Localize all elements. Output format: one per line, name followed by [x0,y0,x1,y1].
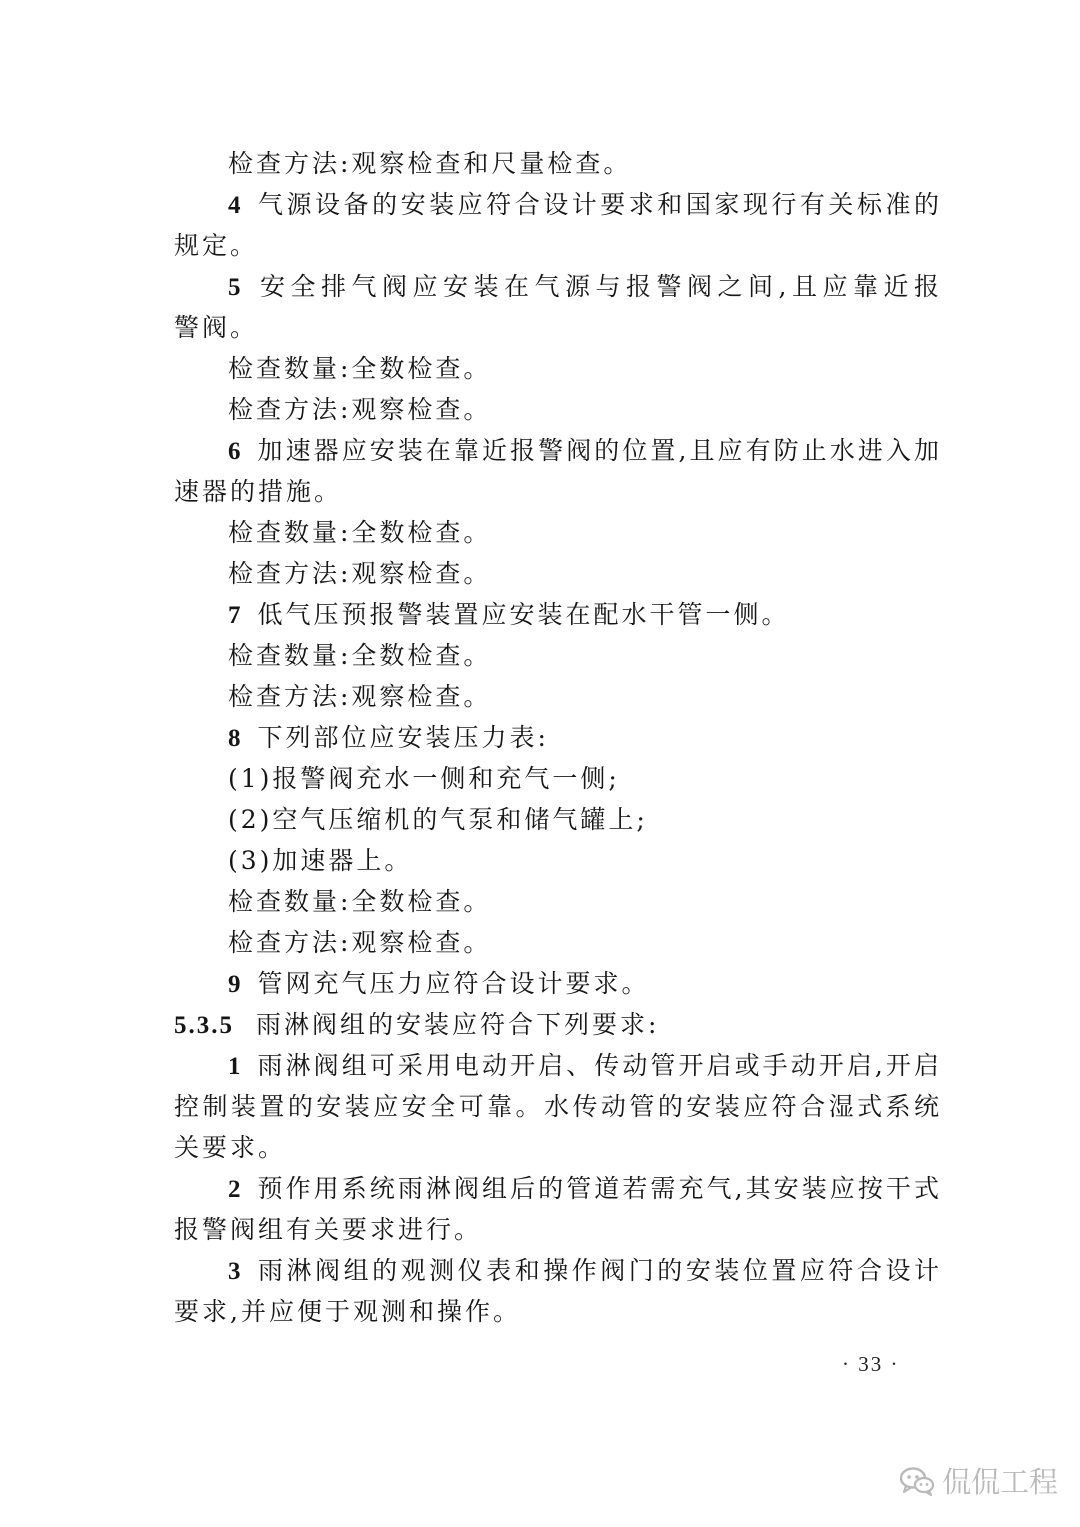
item-text: 下列部位应安装压力表: [257,723,549,752]
list-item [174,266,942,307]
text-line-continuation: 速器的措施。 [174,477,343,506]
item-number: 5 [228,274,244,301]
watermark-text: 侃侃工程 [942,1465,1059,1499]
body-text [174,143,942,1332]
text-line: (2)空气压缩机的气泵和储气罐上; [228,805,648,834]
text-line: 检查数量:全数检查。 [228,641,492,670]
clause-heading [174,1004,942,1045]
text-line: 检查数量:全数检查。 [228,887,492,916]
list-item [174,594,942,635]
text-line: 检查方法:观察检查。 [228,928,492,957]
item-text: 低气压预报警装置应安装在配水干管一侧。 [257,600,790,629]
text-line-continuation: 警阀。 [174,313,259,342]
item-number: 8 [228,725,244,752]
text-line: 检查方法:观察检查和尺量检查。 [228,149,632,178]
item-text: 雨淋阀组的观测仪表和操作阀门的安装位置应符合设计 [257,1256,942,1285]
clause-number: 5.3.5 [174,1012,234,1039]
text-line-continuation: 规定。 [174,231,259,260]
item-number: 3 [228,1258,244,1285]
list-item [174,963,942,1004]
page-number: · 33 · [842,1352,900,1376]
watermark [900,1460,1058,1501]
text-line: 检查方法:观察检查。 [228,682,492,711]
item-number: 7 [228,602,244,629]
item-number: 1 [228,1053,244,1080]
item-text: 气源设备的安装应符合设计要求和国家现行有关标准的 [257,190,942,219]
item-text: 预作用系统雨淋阀组后的管道若需充气,其安装应按干式 [257,1174,942,1203]
list-item [174,1250,942,1291]
text-line: (3)加速器上。 [228,846,413,875]
text-line: 检查数量:全数检查。 [228,354,492,383]
item-text: 加速器应安装在靠近报警阀的位置,且应有防止水进入加 [257,436,942,465]
item-text: 雨淋阀组可采用电动开启、传动管开启或手动开启,开启 [257,1051,942,1080]
item-number: 2 [228,1176,244,1203]
text-line-continuation: 关要求。 [174,1133,287,1162]
list-item [174,184,942,225]
list-item [174,717,942,758]
list-item [174,1045,942,1086]
text-line: (1)报警阀充水一侧和充气一侧; [228,764,620,793]
item-text: 安全排气阀应安装在气源与报警阀之间,且应靠近报 [257,272,942,301]
text-line: 检查方法:观察检查。 [228,395,492,424]
text-line-continuation: 控制装置的安装应安全可靠。水传动管的安装应符合湿式系统 [174,1092,942,1121]
item-number: 4 [228,192,244,219]
item-number: 9 [228,971,244,998]
text-line: 检查数量:全数检查。 [228,518,492,547]
list-item [174,1168,942,1209]
item-text: 管网充气压力应符合设计要求。 [257,969,650,998]
text-line: 检查方法:观察检查。 [228,559,492,588]
list-item [174,430,942,471]
text-line-continuation: 报警阀组有关要求进行。 [174,1215,483,1244]
item-number: 6 [228,438,244,465]
clause-text: 雨淋阀组的安装应符合下列要求: [256,1010,660,1039]
text-line-continuation: 要求,并应便于观测和操作。 [174,1297,521,1326]
wechat-icon [900,1466,934,1496]
